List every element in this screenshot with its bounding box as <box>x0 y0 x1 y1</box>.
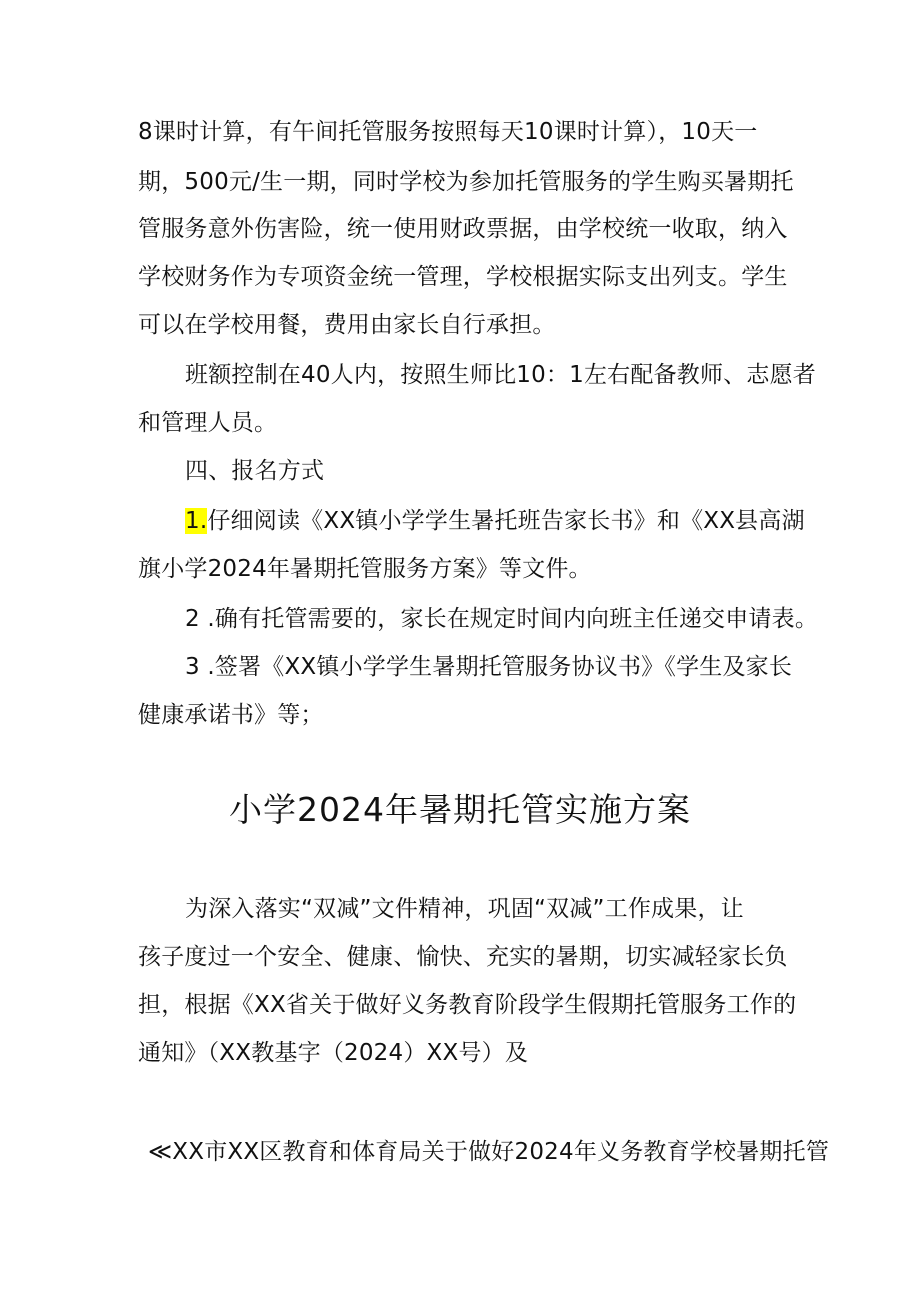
list-item-3: 3 .签署《XX镇小学学生暑期托管服务协议书》《学生及家长 <box>185 654 793 680</box>
list-item-continuation: 健康承诺书》等； <box>138 702 324 728</box>
paragraph-line: 管服务意外伤害险，统一使用财政票据，由学校统一收取，纳入 <box>138 216 788 242</box>
list-item-1 <box>185 506 805 536</box>
list-item-continuation: 旗小学2024年暑期托管服务方案》等文件。 <box>138 556 592 582</box>
document-title: 小学2024年暑期托管实施方案 <box>229 790 691 829</box>
paragraph-line: 8课时计算，有午间托管服务按照每天10课时计算），10天一 <box>138 119 758 145</box>
paragraph-line: 可以在学校用餐，费用由家长自行承担。 <box>138 312 556 338</box>
paragraph-line: 为深入落实“双减”文件精神，巩固“双减”工作成果，让 <box>185 896 744 922</box>
highlighted-number: 1. <box>185 508 208 534</box>
paragraph-line: 担，根据《XX省关于做好义务教育阶段学生假期托管服务工作的 <box>138 992 797 1018</box>
paragraph-line: ≪XX市XX区教育和体育局关于做好2024年义务教育学校暑期托管 <box>148 1139 830 1165</box>
paragraph-line: 和管理人员。 <box>138 410 278 436</box>
list-item-text: 仔细阅读《XX镇小学学生暑托班告家长书》和《XX县高湖 <box>207 508 805 534</box>
paragraph-line: 学校财务作为专项资金统一管理，学校根据实际支出列支。学生 <box>138 264 788 290</box>
section-heading: 四、报名方式 <box>185 458 325 484</box>
paragraph-line: 通知》（XX教基字（2024）XX号）及 <box>138 1040 529 1066</box>
paragraph-line: 班额控制在40人内，按照生师比10：1左右配备教师、志愿者 <box>185 362 816 388</box>
paragraph-line: 期，500元/生一期，同时学校为参加托管服务的学生购买暑期托 <box>138 169 794 195</box>
list-item-2: 2 .确有托管需要的，家长在规定时间内向班主任递交申请表。 <box>185 606 819 632</box>
paragraph-line: 孩子度过一个安全、健康、愉快、充实的暑期，切实减轻家长负 <box>138 944 788 970</box>
